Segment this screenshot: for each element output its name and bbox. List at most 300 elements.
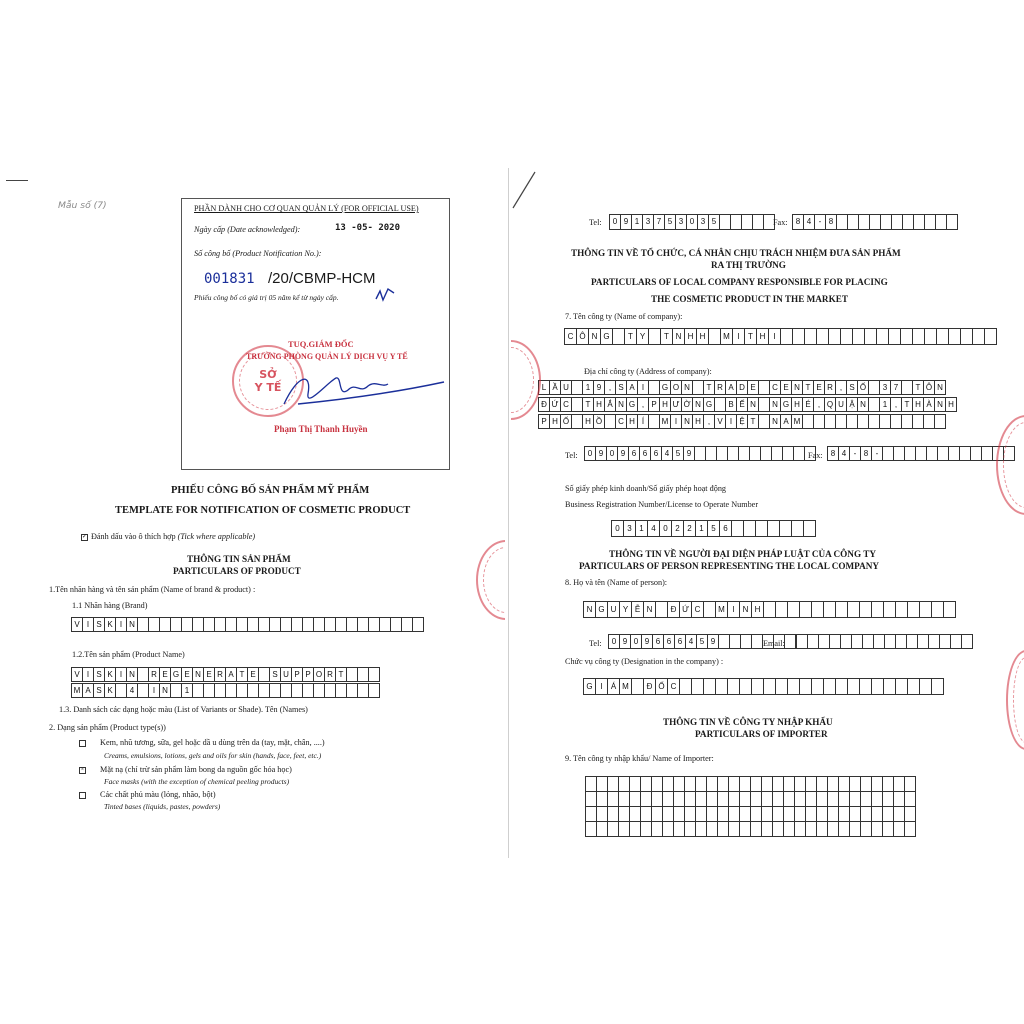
char-cell	[947, 214, 958, 230]
char-cell	[901, 328, 913, 345]
char-cell: N	[935, 380, 946, 395]
char-cell: 7	[891, 380, 902, 395]
char-cell	[237, 617, 248, 632]
char-cell	[729, 791, 740, 807]
char-cell	[314, 617, 325, 632]
char-cell	[869, 397, 880, 412]
date-value: 13 -05- 2020	[335, 223, 401, 233]
char-cell	[830, 634, 841, 649]
char-cell	[572, 397, 583, 412]
char-cell: C	[668, 678, 680, 695]
char-cell: P	[292, 667, 303, 682]
char-cell	[841, 634, 852, 649]
char-cell	[829, 328, 841, 345]
char-cell	[750, 446, 761, 461]
char-cell	[877, 328, 889, 345]
char-cell: Ế	[737, 397, 748, 412]
char-cell	[347, 667, 358, 682]
char-cell: I	[733, 328, 745, 345]
char-cell: 6	[640, 446, 651, 461]
char-cell: 2	[684, 520, 696, 537]
char-cell: Ư	[671, 397, 682, 412]
char-cell: 0	[607, 446, 618, 461]
char-cell	[788, 678, 800, 695]
char-cell	[812, 678, 824, 695]
char-cell: T	[237, 667, 248, 682]
char-cell	[916, 446, 927, 461]
char-cell	[814, 414, 825, 429]
char-cell	[894, 791, 905, 807]
section7-vi-2: RA THỊ TRƯỜNG	[711, 260, 786, 270]
fax-top-grid	[792, 214, 958, 230]
char-cell	[619, 776, 630, 792]
char-cell: 5	[708, 520, 720, 537]
char-cell: R	[325, 667, 336, 682]
char-cell	[961, 328, 973, 345]
char-cell: M	[660, 414, 671, 429]
char-cell: P	[539, 414, 550, 429]
char-cell	[336, 683, 347, 698]
license-label-vi: Số giấy phép kinh doanh/Số giấy phép hoạt động	[565, 484, 727, 493]
q8-label: 8. Họ và tên (Name of person):	[565, 578, 668, 587]
char-cell: 8	[828, 446, 839, 461]
char-cell	[358, 617, 369, 632]
char-cell	[861, 806, 872, 822]
char-cell	[817, 328, 829, 345]
char-cell	[696, 806, 707, 822]
tick-checkbox-icon: ✓	[82, 533, 88, 540]
char-cell	[949, 328, 961, 345]
char-cell	[325, 617, 336, 632]
char-cell: 9	[621, 214, 632, 230]
char-cell: T	[913, 380, 924, 395]
address-label: Địa chỉ công ty (Address of company):	[584, 367, 712, 376]
char-cell: G	[584, 678, 596, 695]
char-cell: 5	[709, 214, 720, 230]
char-cell: C	[692, 601, 704, 618]
char-cell	[149, 617, 160, 632]
char-cell: C	[616, 414, 627, 429]
char-cell	[204, 683, 215, 698]
char-cell: H	[660, 397, 671, 412]
char-cell	[828, 776, 839, 792]
char-cell	[292, 683, 303, 698]
char-cell	[226, 617, 237, 632]
char-cell: 0	[612, 520, 624, 537]
char-cell: H	[697, 328, 709, 345]
char-cell	[706, 446, 717, 461]
char-cell	[696, 821, 707, 837]
char-cell	[788, 601, 800, 618]
char-cell: N	[748, 397, 759, 412]
char-cell: I	[83, 667, 94, 682]
char-cell: H	[792, 397, 803, 412]
product-name-grid-1	[71, 667, 380, 682]
char-cell: N	[740, 601, 752, 618]
char-cell	[709, 328, 721, 345]
sign-title-1: TUQ.GIÁM ĐỐC	[288, 339, 354, 349]
stamp-text-1: SỞ	[259, 368, 277, 381]
char-cell	[652, 806, 663, 822]
char-cell: N	[682, 414, 693, 429]
char-cell	[762, 806, 773, 822]
char-cell	[824, 601, 836, 618]
position-grid	[583, 678, 944, 695]
char-cell	[913, 328, 925, 345]
char-cell: 6	[664, 634, 675, 649]
char-cell	[985, 328, 997, 345]
char-cell	[768, 520, 780, 537]
char-cell	[884, 678, 896, 695]
char-cell	[905, 791, 916, 807]
char-cell	[852, 634, 863, 649]
char-cell	[707, 821, 718, 837]
char-cell	[800, 601, 812, 618]
official-header: PHẦN DÀNH CHO CƠ QUAN QUẢN LÝ (FOR OFFICIAL USE)	[194, 204, 419, 213]
checkbox-icon	[79, 792, 86, 799]
char-cell	[325, 683, 336, 698]
char-cell: ,	[814, 397, 825, 412]
section9-vi: THÔNG TIN VỀ CÔNG TY NHẬP KHẨU	[663, 717, 833, 727]
char-cell: 9	[642, 634, 653, 649]
char-cell	[885, 634, 896, 649]
char-cell	[732, 520, 744, 537]
char-cell	[608, 821, 619, 837]
char-cell: N	[770, 414, 781, 429]
char-cell: Ệ	[737, 414, 748, 429]
char-cell	[380, 617, 391, 632]
char-cell: 1	[636, 520, 648, 537]
char-cell: T	[748, 414, 759, 429]
char-cell: 3	[880, 380, 891, 395]
char-cell: H	[594, 397, 605, 412]
char-cell: R	[215, 667, 226, 682]
char-cell	[872, 791, 883, 807]
char-cell	[171, 617, 182, 632]
char-cell	[641, 791, 652, 807]
char-cell	[872, 678, 884, 695]
char-cell	[742, 214, 753, 230]
email-grid	[796, 634, 973, 649]
char-cell: N	[770, 397, 781, 412]
char-cell	[780, 520, 792, 537]
char-cell: 0	[660, 520, 672, 537]
char-cell	[896, 601, 908, 618]
char-cell	[932, 678, 944, 695]
char-cell	[883, 806, 894, 822]
char-cell	[685, 806, 696, 822]
char-cell	[586, 806, 597, 822]
char-cell	[358, 683, 369, 698]
char-cell: M	[716, 601, 728, 618]
char-cell: E	[204, 667, 215, 682]
char-cell	[740, 806, 751, 822]
char-cell: 3	[624, 520, 636, 537]
char-cell	[751, 806, 762, 822]
char-cell: I	[671, 414, 682, 429]
char-cell	[193, 683, 204, 698]
type-masks-vi: Mặt nạ (chỉ trừ sản phẩm làm bong da nguồn gốc hóa học)	[100, 765, 292, 774]
char-cell: 3	[676, 214, 687, 230]
char-cell	[971, 446, 982, 461]
char-cell	[369, 683, 380, 698]
type-creams-vi: Kem, nhũ tương, sữa, gel hoặc dầ u dùng trên da (tay, mặt, chân, ....)	[100, 738, 325, 747]
char-cell	[619, 806, 630, 822]
char-cell: S	[94, 667, 105, 682]
char-cell	[663, 806, 674, 822]
char-cell	[704, 678, 716, 695]
char-cell: 1	[880, 397, 891, 412]
char-cell: R	[715, 380, 726, 395]
char-cell: Ầ	[550, 380, 561, 395]
char-cell	[908, 601, 920, 618]
char-cell	[674, 821, 685, 837]
char-cell: E	[182, 667, 193, 682]
signature	[278, 364, 448, 414]
char-cell	[674, 776, 685, 792]
checkbox-icon	[79, 740, 86, 747]
char-cell: K	[105, 617, 116, 632]
char-cell: H	[550, 414, 561, 429]
char-cell: E	[814, 380, 825, 395]
type-tinted	[79, 790, 216, 799]
char-cell: ,	[704, 414, 715, 429]
char-cell: B	[726, 397, 737, 412]
char-cell: 9	[594, 380, 605, 395]
tel-top-label: Tel:	[589, 218, 602, 227]
char-cell	[215, 617, 226, 632]
char-cell	[858, 414, 869, 429]
char-cell: A	[226, 667, 237, 682]
char-cell	[825, 414, 836, 429]
char-cell	[839, 776, 850, 792]
char-cell: 4	[839, 446, 850, 461]
char-cell	[896, 634, 907, 649]
char-cell	[680, 678, 692, 695]
char-cell	[883, 791, 894, 807]
char-cell	[927, 446, 938, 461]
char-cell: Ô	[577, 328, 589, 345]
type-masks-en: Face masks (with the exception of chemical peeling products)	[104, 777, 290, 786]
char-cell	[853, 328, 865, 345]
char-cell	[863, 634, 874, 649]
char-cell	[237, 683, 248, 698]
char-cell: 9	[708, 634, 719, 649]
char-cell: 3	[643, 214, 654, 230]
char-cell	[663, 821, 674, 837]
char-cell	[884, 601, 896, 618]
importer-grid-row	[585, 776, 916, 792]
char-cell	[773, 776, 784, 792]
sign-title-2: TRƯỞNG PHÒNG QUẢN LÝ DỊCH VỤ Y TẾ	[246, 352, 408, 361]
char-cell	[402, 617, 413, 632]
char-cell: I	[596, 678, 608, 695]
char-cell: U	[281, 667, 292, 682]
section-product-en: PARTICULARS OF PRODUCT	[173, 566, 301, 576]
notice-label: Số công bố (Product Notification No.):	[194, 249, 322, 258]
validity-note: Phiếu công bố có giá trị 05 năm kể từ ngày cấp.	[194, 293, 339, 302]
char-cell: 1	[583, 380, 594, 395]
char-cell	[784, 821, 795, 837]
tick-note-en: (Tick where applicable)	[177, 532, 256, 541]
char-cell	[752, 634, 763, 649]
char-cell	[641, 821, 652, 837]
char-cell: 6	[653, 634, 664, 649]
char-cell	[630, 821, 641, 837]
char-cell	[865, 328, 877, 345]
char-cell: A	[781, 414, 792, 429]
q2-label: 2. Dạng sản phẩm (Product type(s))	[49, 723, 166, 732]
char-cell: 5	[673, 446, 684, 461]
char-cell	[870, 214, 881, 230]
char-cell	[806, 776, 817, 792]
char-cell: Ô	[924, 380, 935, 395]
char-cell: ,	[638, 397, 649, 412]
char-cell: G	[660, 380, 671, 395]
char-cell	[944, 601, 956, 618]
char-cell	[619, 791, 630, 807]
char-cell	[248, 617, 259, 632]
license-grid	[611, 520, 816, 537]
char-cell: T	[902, 397, 913, 412]
char-cell: I	[726, 414, 737, 429]
section7-vi-1: THÔNG TIN VỀ TỔ CHỨC, CÁ NHÂN CHỊU TRÁCH NHIỆM ĐƯA SẢN PHẨM	[571, 248, 901, 258]
char-cell: L	[539, 380, 550, 395]
char-cell	[800, 678, 812, 695]
char-cell: Ắ	[605, 397, 616, 412]
char-cell	[728, 678, 740, 695]
title-vi: PHIẾU CÔNG BỐ SẢN PHẨM MỸ PHẨM	[171, 485, 370, 496]
char-cell: N	[935, 397, 946, 412]
char-cell	[861, 791, 872, 807]
char-cell	[597, 821, 608, 837]
q1-3-label: 1.3. Danh sách các dạng hoặc màu (List of Variants or Shade). Tên (Names)	[59, 705, 308, 714]
char-cell: A	[726, 380, 737, 395]
char-cell	[751, 821, 762, 837]
char-cell	[740, 776, 751, 792]
char-cell: N	[792, 380, 803, 395]
char-cell	[715, 397, 726, 412]
char-cell	[663, 776, 674, 792]
char-cell	[656, 601, 668, 618]
char-cell	[685, 776, 696, 792]
char-cell	[850, 821, 861, 837]
char-cell: N	[193, 667, 204, 682]
char-cell: Ồ	[594, 414, 605, 429]
fax-company-label: Fax:	[808, 451, 823, 460]
char-cell	[641, 776, 652, 792]
char-cell	[925, 214, 936, 230]
char-cell: H	[685, 328, 697, 345]
type-masks	[79, 765, 292, 774]
char-cell	[718, 806, 729, 822]
char-cell	[803, 414, 814, 429]
char-cell: G	[704, 397, 715, 412]
char-cell	[649, 328, 661, 345]
char-cell	[751, 776, 762, 792]
char-cell	[951, 634, 962, 649]
char-cell: N	[644, 601, 656, 618]
char-cell	[973, 328, 985, 345]
char-cell	[728, 446, 739, 461]
char-cell	[707, 806, 718, 822]
char-cell: Q	[825, 397, 836, 412]
char-cell	[652, 821, 663, 837]
char-cell	[182, 617, 193, 632]
char-cell	[652, 791, 663, 807]
char-cell	[872, 601, 884, 618]
char-cell: ,	[605, 380, 616, 395]
char-cell	[869, 414, 880, 429]
char-cell	[204, 617, 215, 632]
char-cell	[889, 328, 901, 345]
char-cell	[744, 520, 756, 537]
char-cell: 4	[648, 520, 660, 537]
char-cell: N	[160, 683, 171, 698]
page-divider	[508, 168, 509, 858]
char-cell: G	[601, 328, 613, 345]
char-cell	[413, 617, 424, 632]
char-cell: 3	[698, 214, 709, 230]
char-cell	[848, 601, 860, 618]
char-cell	[907, 634, 918, 649]
char-cell	[761, 446, 772, 461]
char-cell	[729, 776, 740, 792]
char-cell	[741, 634, 752, 649]
char-cell	[894, 821, 905, 837]
char-cell: H	[913, 397, 924, 412]
q7-label: 7. Tên công ty (Name of company):	[565, 312, 683, 321]
char-cell	[776, 601, 788, 618]
char-cell: Ố	[858, 380, 869, 395]
char-cell	[908, 678, 920, 695]
tel-company-grid	[584, 446, 816, 461]
section8-en: PARTICULARS OF PERSON REPRESENTING THE LOCAL COMPANY	[579, 561, 880, 571]
char-cell	[597, 776, 608, 792]
char-cell: 0	[610, 214, 621, 230]
char-cell	[785, 634, 796, 649]
char-cell	[707, 791, 718, 807]
char-cell	[795, 776, 806, 792]
char-cell	[812, 601, 824, 618]
char-cell: C	[561, 397, 572, 412]
char-cell	[586, 821, 597, 837]
char-cell	[824, 678, 836, 695]
char-cell: 1	[632, 214, 643, 230]
char-cell: Ậ	[847, 397, 858, 412]
char-cell	[649, 414, 660, 429]
char-cell	[391, 617, 402, 632]
char-cell: E	[781, 380, 792, 395]
char-cell: N	[127, 617, 138, 632]
char-cell: P	[303, 667, 314, 682]
char-cell: R	[825, 380, 836, 395]
char-cell: Ố	[656, 678, 668, 695]
char-cell: T	[625, 328, 637, 345]
char-cell: M	[72, 683, 83, 698]
char-cell	[572, 380, 583, 395]
char-cell	[729, 806, 740, 822]
fax-top-label: Fax:	[773, 218, 788, 227]
char-cell	[938, 446, 949, 461]
char-cell: 9	[596, 446, 607, 461]
char-cell	[652, 776, 663, 792]
char-cell	[794, 446, 805, 461]
char-cell	[740, 678, 752, 695]
char-cell	[707, 776, 718, 792]
char-cell	[259, 683, 270, 698]
char-cell	[960, 446, 971, 461]
